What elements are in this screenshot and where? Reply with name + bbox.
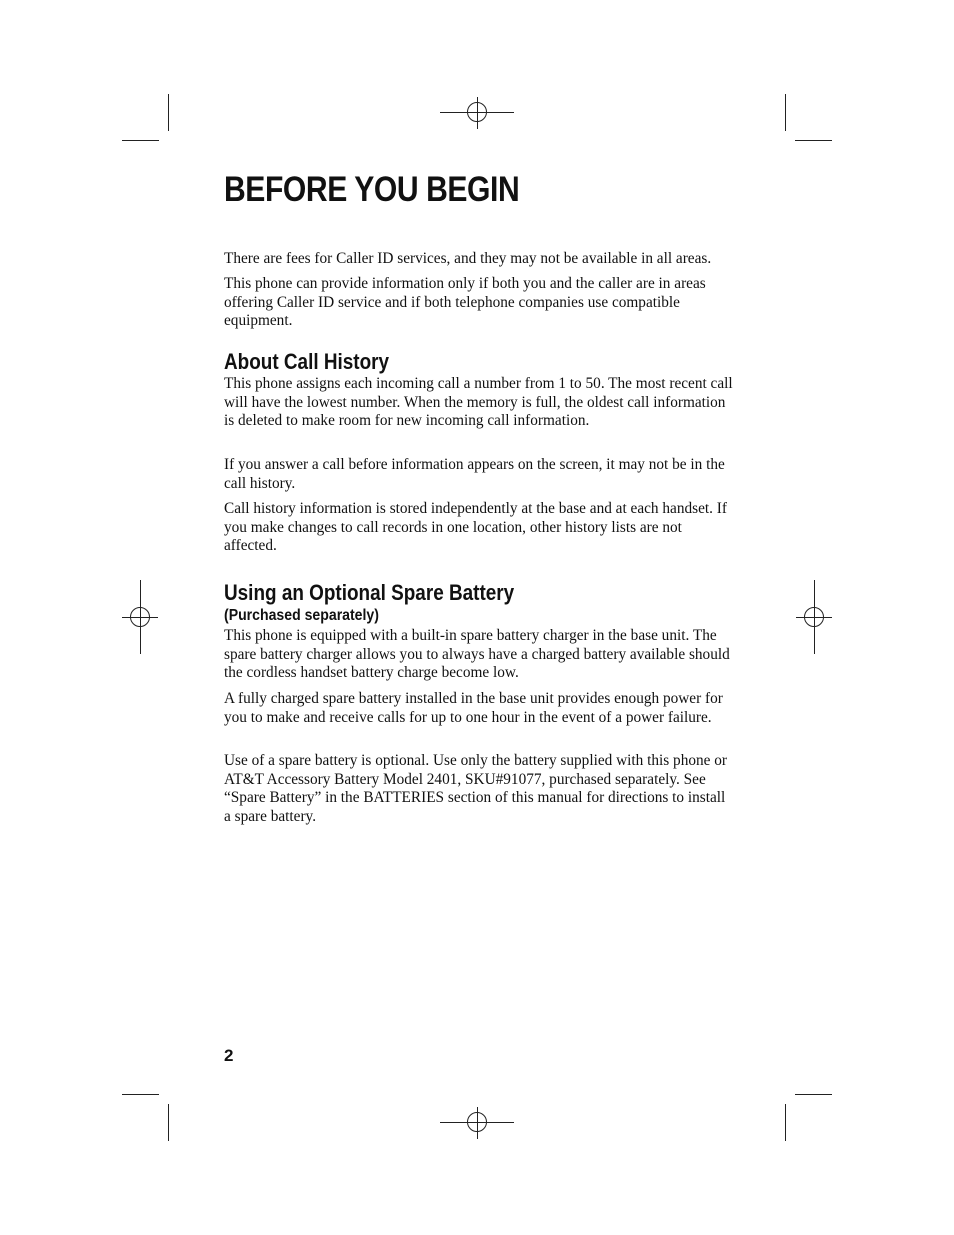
call-history-paragraph: This phone assigns each incoming call a number from 1 to 50. The most recent call will have the lowest number. When the memory is full, the oldest call information is deleted to make room for new incoming call information. — [224, 375, 733, 430]
intro-paragraph: This phone can provide information only if both you and the caller are in areas offering Caller ID service and if both telephone companies use compatible equipment. — [224, 275, 706, 330]
intro-paragraph: There are fees for Caller ID services, and they may not be available in all areas. — [224, 250, 712, 267]
spare-battery-paragraph: A fully charged spare battery installed in the base unit provides enough power for you to make and receive calls for up to one hour in the event of a power failure. — [224, 690, 723, 726]
page-title: BEFORE YOU BEGIN — [224, 170, 520, 209]
call-history-paragraph: If you answer a call before information appears on the screen, it may not be in the call history. — [224, 456, 725, 492]
spare-battery-paragraph: Use of a spare battery is optional. Use only the battery supplied with this phone or AT&T Accessory Battery Model 2401, SKU#91077, purchased separately. See “Spare Battery” in the BATTERIES section of this manual for directions to install a spare battery. — [224, 752, 727, 826]
section-heading-call-history: About Call History — [224, 349, 390, 374]
section-heading-spare-battery: Using an Optional Spare Battery — [224, 580, 515, 605]
call-history-paragraph: Call history information is stored independently at the base and at each handset. If you make changes to call records in one location, other history lists are not affected. — [224, 500, 727, 555]
page-number: 2 — [224, 1046, 234, 1065]
spare-battery-paragraph: This phone is equipped with a built-in spare battery charger in the base unit. The spare battery charger allows you to always have a charged battery available should the cordless handset battery charge become low. — [224, 627, 730, 682]
section-subheading: (Purchased separately) — [224, 607, 379, 624]
